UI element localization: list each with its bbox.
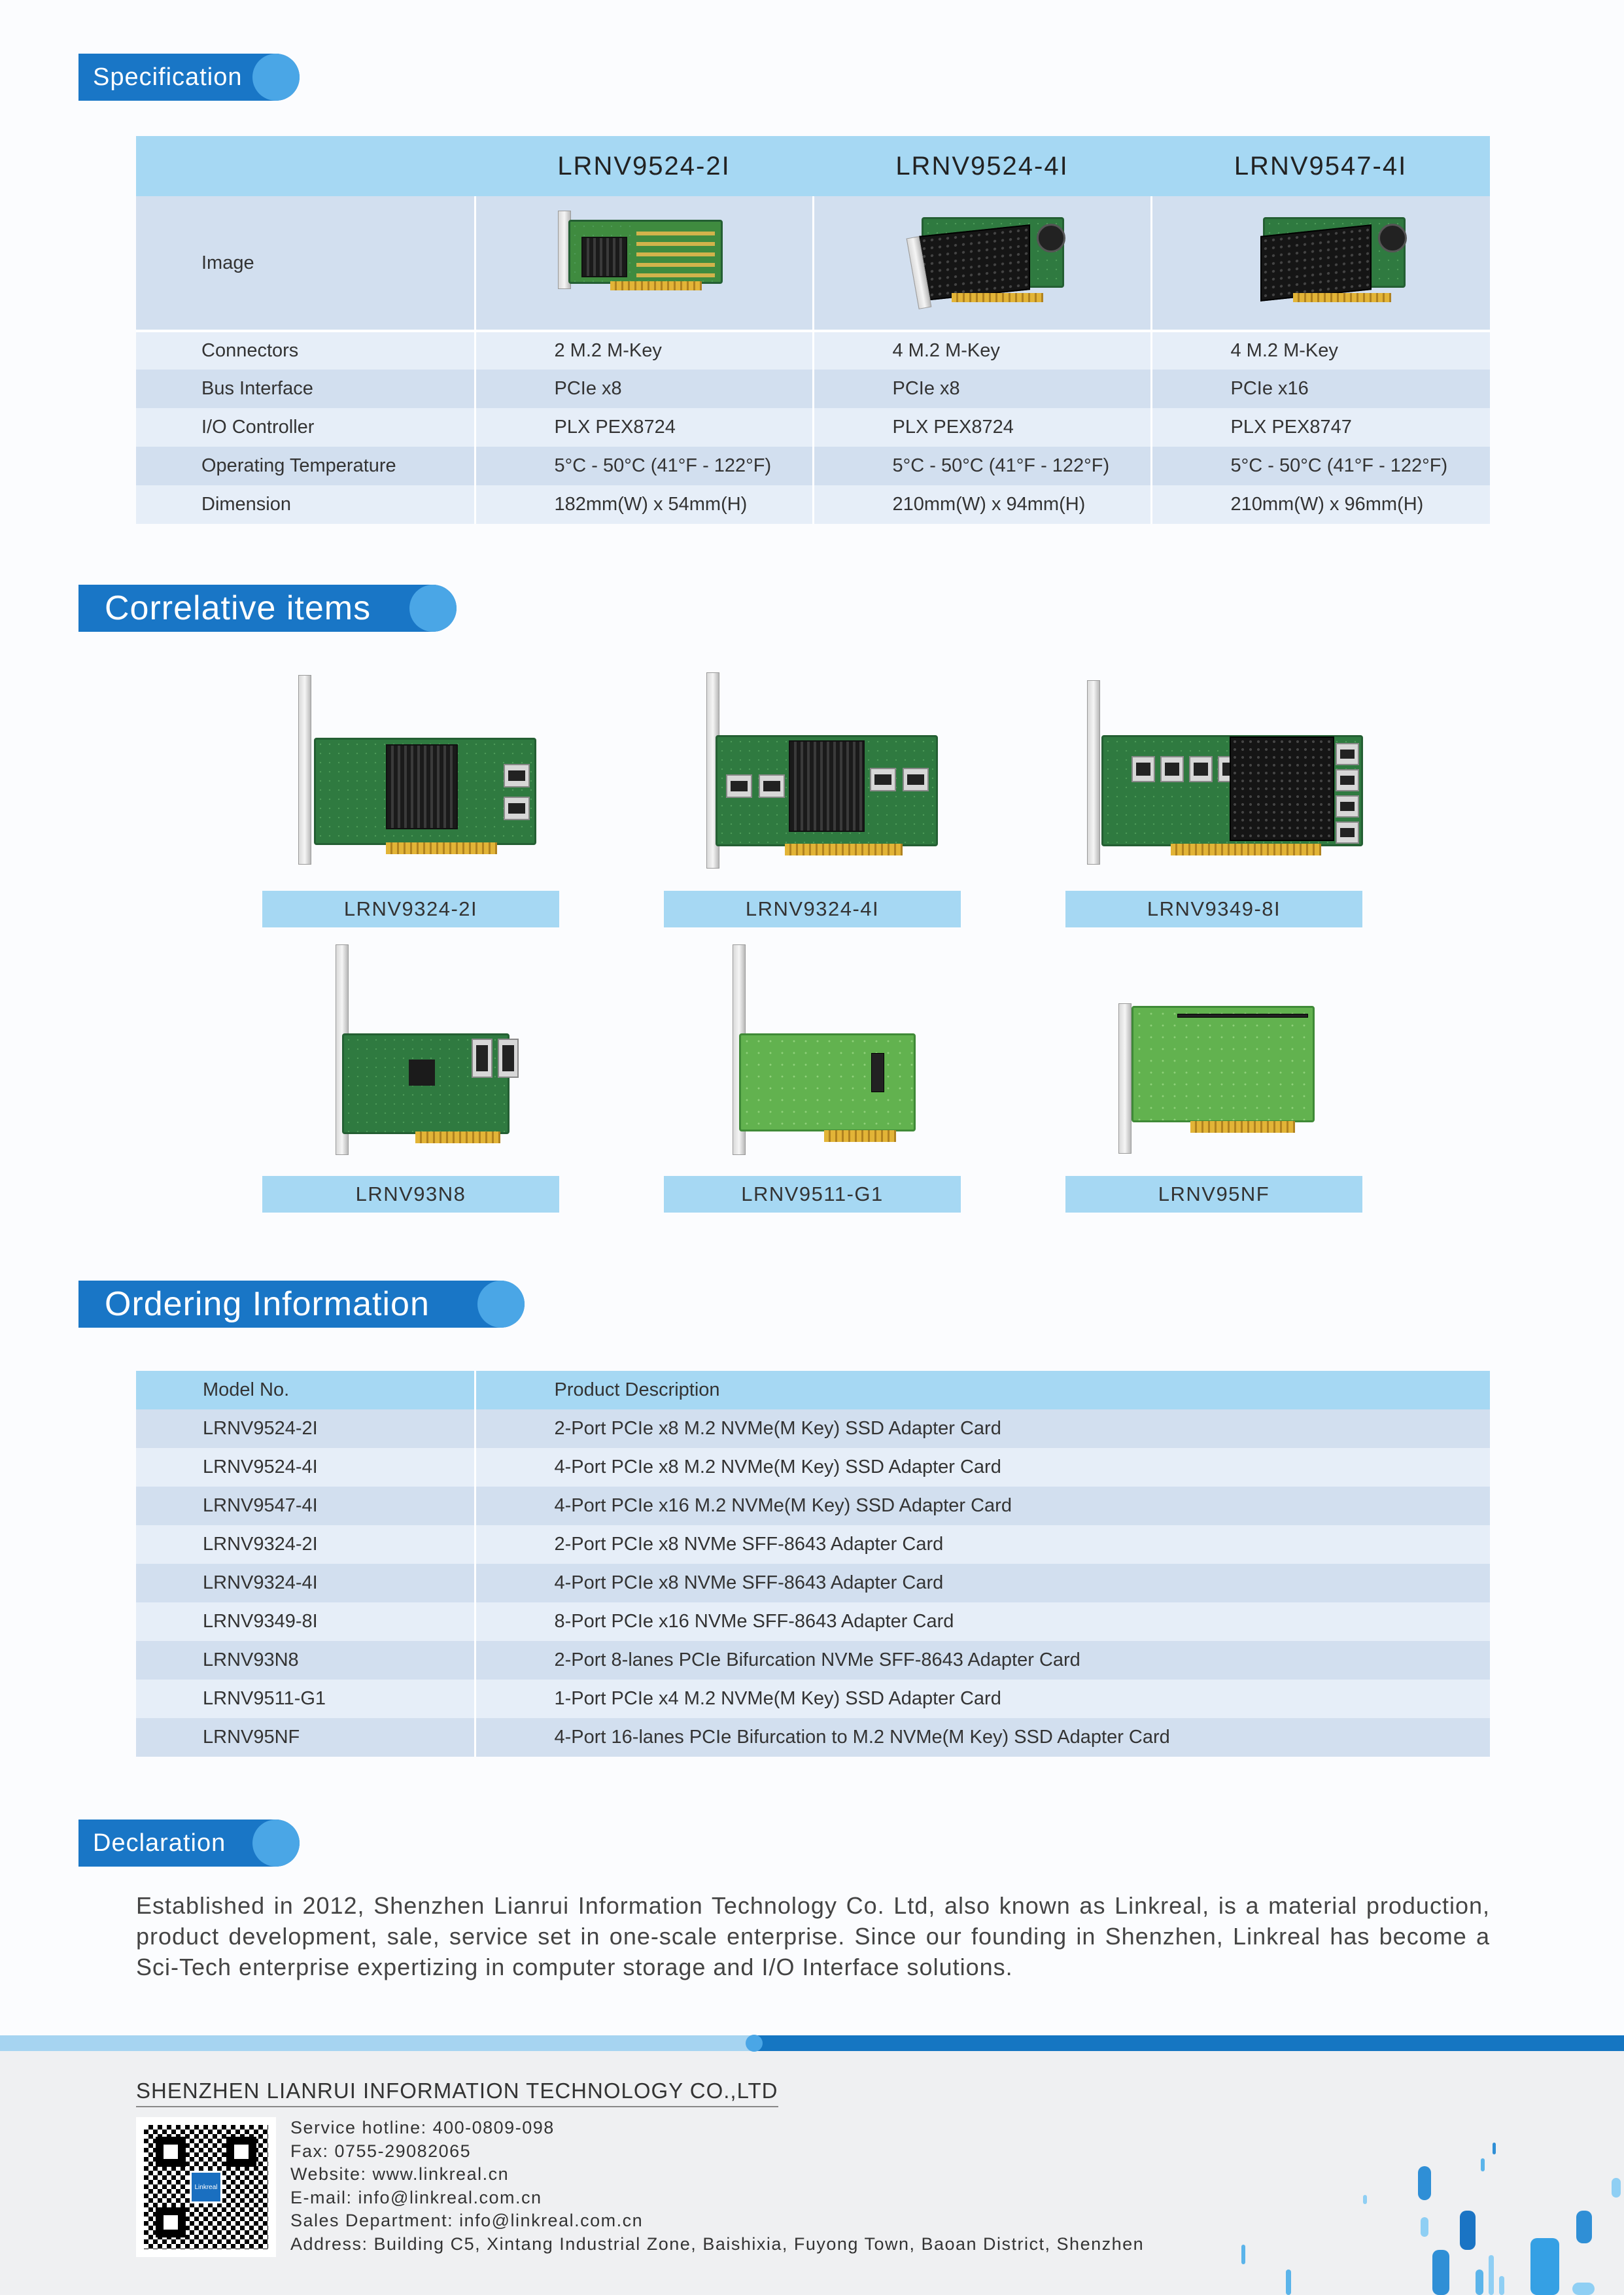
- spec-row: [136, 370, 1490, 408]
- spec-product-image-cell: [1151, 196, 1490, 331]
- header-accent-dot: [252, 54, 300, 101]
- spec-value: 4 M.2 M-Key: [813, 331, 1151, 370]
- spec-value: 182mm(W) x 54mm(H): [475, 485, 813, 524]
- ordering-header-row: [136, 1371, 1490, 1409]
- section-header-correlative-items: [78, 585, 457, 632]
- website-link[interactable]: Website: www.linkreal.cn: [290, 2164, 510, 2184]
- ordering-header-cell: Product Description: [475, 1371, 1490, 1409]
- spec-value: PCIe x8: [475, 370, 813, 408]
- spec-image-row: [136, 196, 1490, 331]
- spec-value: PCIe x16: [1151, 370, 1490, 408]
- spec-value: PLX PEX8724: [813, 408, 1151, 447]
- model-number: LRNV9547-4I: [136, 1487, 475, 1525]
- address: Address: Building C5, Xintang Industrial Zone, Baishixia, Fuyong Town, Baoan District, Shenzhen: [290, 2234, 1145, 2254]
- qr-code[interactable]: [136, 2117, 276, 2257]
- product-image-lrnv9524-4i: [912, 211, 1082, 322]
- ordering-row: [136, 1409, 1490, 1448]
- contact-info: [290, 2116, 1144, 2256]
- correlative-item-label: LRNV9324-2I: [262, 891, 559, 927]
- spec-value: PCIe x8: [813, 370, 1151, 408]
- fax: Fax: 0755-29082065: [290, 2141, 472, 2161]
- section-header-ordering-information: [78, 1281, 525, 1328]
- sales-email-link[interactable]: Sales Department: info@linkreal.com.cn: [290, 2211, 644, 2230]
- correlative-item-label: LRNV95NF: [1065, 1176, 1362, 1213]
- spec-value: 210mm(W) x 96mm(H): [1151, 485, 1490, 524]
- ordering-row: [136, 1602, 1490, 1641]
- product-description: 4-Port PCIe x8 NVMe SFF-8643 Adapter Card: [475, 1564, 1490, 1602]
- product-description: 1-Port PCIe x4 M.2 NVMe(M Key) SSD Adapter Card: [475, 1680, 1490, 1718]
- model-number: LRNV9511-G1: [136, 1680, 475, 1718]
- ordering-table: [136, 1371, 1490, 1757]
- product-description: 2-Port PCIe x8 NVMe SFF-8643 Adapter Card: [475, 1525, 1490, 1564]
- ordering-row: [136, 1525, 1490, 1564]
- spec-value: PLX PEX8747: [1151, 408, 1490, 447]
- footer-bar-dot: [746, 2035, 763, 2052]
- section-header-specification: [78, 54, 300, 101]
- spec-row: [136, 408, 1490, 447]
- spec-product-image-cell: [813, 196, 1151, 331]
- model-number: LRNV9524-2I: [136, 1409, 475, 1448]
- service-hotline: Service hotline: 400-0809-098: [290, 2118, 555, 2137]
- spec-row: [136, 485, 1490, 524]
- product-image-lrnv9324-2i: [288, 672, 549, 869]
- ordering-row: [136, 1448, 1490, 1487]
- product-image-lrnv9547-4i: [1254, 211, 1424, 322]
- header-accent-dot: [477, 1281, 525, 1328]
- spec-model-header: LRNV9524-2I: [475, 136, 813, 196]
- product-image-lrnv95nf: [1112, 1001, 1328, 1158]
- product-image-lrnv9324-4i: [687, 670, 948, 872]
- spec-value: 5°C - 50°C (41°F - 122°F): [813, 447, 1151, 485]
- ordering-row: [136, 1680, 1490, 1718]
- spec-row-label: Connectors: [136, 331, 475, 370]
- spec-model-header: LRNV9524-4I: [813, 136, 1151, 196]
- header-accent-dot: [409, 585, 457, 632]
- product-description: 4-Port PCIe x16 M.2 NVMe(M Key) SSD Adapter Card: [475, 1487, 1490, 1525]
- product-description: 2-Port 8-lanes PCIe Bifurcation NVMe SFF-8643 Adapter Card: [475, 1641, 1490, 1680]
- spec-value: 210mm(W) x 94mm(H): [813, 485, 1151, 524]
- product-image-lrnv9349-8i: [1073, 678, 1373, 867]
- spec-row-label: Bus Interface: [136, 370, 475, 408]
- spec-value: 5°C - 50°C (41°F - 122°F): [475, 447, 813, 485]
- product-image-lrnv93n8: [311, 942, 546, 1158]
- spec-model-header: LRNV9547-4I: [1151, 136, 1490, 196]
- section-header-declaration: [78, 1820, 300, 1867]
- header-accent-dot: [252, 1820, 300, 1867]
- correlative-item-label: LRNV9324-4I: [664, 891, 961, 927]
- product-description: 4-Port PCIe x8 M.2 NVMe(M Key) SSD Adapter Card: [475, 1448, 1490, 1487]
- specification-table: [136, 136, 1490, 524]
- ordering-row: [136, 1487, 1490, 1525]
- model-number: LRNV95NF: [136, 1718, 475, 1757]
- model-number: LRNV9324-2I: [136, 1525, 475, 1564]
- spec-row: [136, 447, 1490, 485]
- spec-header-empty: [136, 136, 475, 196]
- spec-row: [136, 331, 1490, 370]
- spec-value: 2 M.2 M-Key: [475, 331, 813, 370]
- ordering-row: [136, 1718, 1490, 1757]
- section-title: Ordering Information: [105, 1285, 430, 1323]
- spec-value: 4 M.2 M-Key: [1151, 331, 1490, 370]
- correlative-item-label: LRNV9511-G1: [664, 1176, 961, 1213]
- model-number: LRNV93N8: [136, 1641, 475, 1680]
- model-number: LRNV9349-8I: [136, 1602, 475, 1641]
- declaration-text: Established in 2012, Shenzhen Lianrui Information Technology Co. Ltd, also known as Linkreal, is a material production, product development, sale, service set in one-scale enterprise. Since our founding in Shenzhen, Linkreal has become a Sci-Tech enterprise expertizing in computer storage and I/O Interface solutions.: [136, 1892, 1490, 1980]
- spec-value: 5°C - 50°C (41°F - 122°F): [1151, 447, 1490, 485]
- company-name: SHENZHEN LIANRUI INFORMATION TECHNOLOGY CO.,LTD: [136, 2079, 778, 2107]
- spec-value: PLX PEX8724: [475, 408, 813, 447]
- section-title: Specification: [93, 63, 243, 91]
- spec-row-label: Image: [136, 196, 475, 331]
- spec-header-row: [136, 136, 1490, 196]
- model-number: LRNV9524-4I: [136, 1448, 475, 1487]
- footer-bar-dark: [752, 2035, 1624, 2051]
- model-number: LRNV9324-4I: [136, 1564, 475, 1602]
- section-title: Declaration: [93, 1829, 226, 1857]
- spec-row-label: I/O Controller: [136, 408, 475, 447]
- product-image-lrnv9511-g1: [713, 942, 935, 1158]
- ordering-header-cell: Model No.: [136, 1371, 475, 1409]
- qr-logo: Linkreal: [190, 2171, 222, 2203]
- product-description: 8-Port PCIe x16 NVMe SFF-8643 Adapter Card: [475, 1602, 1490, 1641]
- spec-row-label: Operating Temperature: [136, 447, 475, 485]
- spec-product-image-cell: [475, 196, 813, 331]
- ordering-row: [136, 1564, 1490, 1602]
- email-link[interactable]: E-mail: info@linkreal.com.cn: [290, 2187, 542, 2207]
- ordering-row: [136, 1641, 1490, 1680]
- correlative-item-label: LRNV9349-8I: [1065, 891, 1362, 927]
- product-image-lrnv9524-2i: [558, 211, 728, 315]
- product-description: 4-Port 16-lanes PCIe Bifurcation to M.2 NVMe(M Key) SSD Adapter Card: [475, 1718, 1490, 1757]
- correlative-item-label: LRNV93N8: [262, 1176, 559, 1213]
- footer-bar-light: [0, 2035, 752, 2051]
- section-title: Correlative items: [105, 589, 371, 627]
- product-description: 2-Port PCIe x8 M.2 NVMe(M Key) SSD Adapter Card: [475, 1409, 1490, 1448]
- spec-row-label: Dimension: [136, 485, 475, 524]
